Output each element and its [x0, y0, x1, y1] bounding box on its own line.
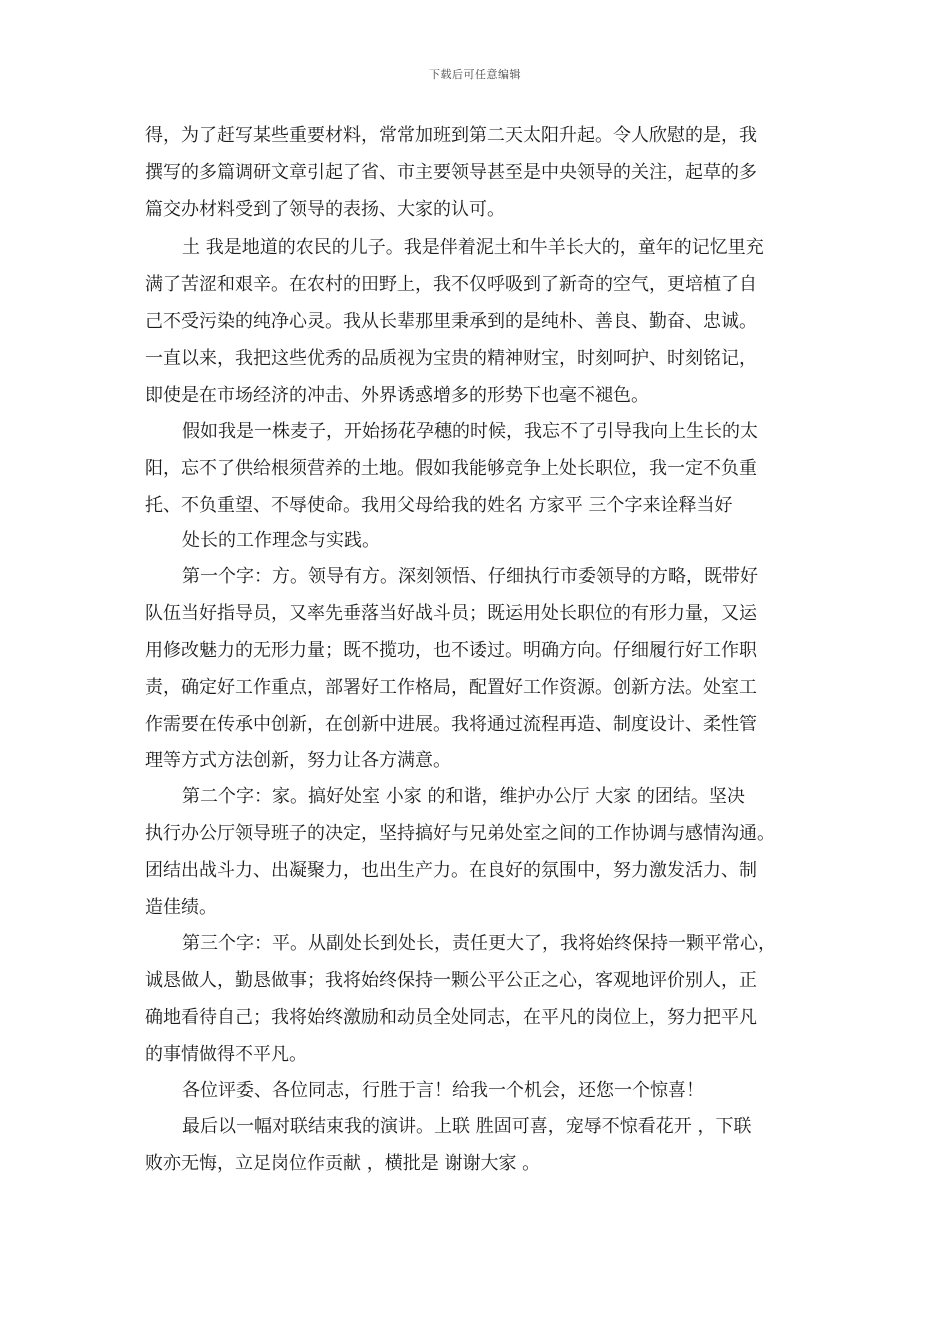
text-line: 执行办公厅领导班子的决定，坚持搞好与兄弟处室之间的工作协调与感情沟通。 — [145, 823, 775, 844]
text-line: 最后以一幅对联结束我的演讲。上联 胜固可喜，宠辱不惊看花开 ，下联 — [182, 1116, 752, 1137]
text-line: 责，确定好工作重点，部署好工作格局，配置好工作资源。创新方法。处室工 — [145, 677, 757, 698]
text-line: 用修改魅力的无形力量；既不揽功，也不诿过。明确方向。仔细履行好工作职 — [145, 640, 757, 661]
text-line: 即使是在市场经济的冲击、外界诱惑增多的形势下也毫不褪色。 — [145, 385, 649, 406]
text-line: 满了苦涩和艰辛。在农村的田野上，我不仅呼吸到了新奇的空气，更培植了自 — [145, 274, 757, 295]
text-line: 篇交办材料受到了领导的表扬、大家的认可。 — [145, 199, 505, 220]
text-line: 理等方式方法创新，努力让各方满意。 — [145, 750, 451, 771]
page-header: 下载后可任意编辑 — [429, 68, 521, 81]
text-line: 第一个字：方。领导有方。深刻领悟、仔细执行市委领导的方略，既带好 — [182, 566, 758, 587]
text-line: 托、不负重望、不辱使命。我用父母给我的姓名 方家平 三个字来诠释当好 — [145, 495, 733, 516]
text-line: 诚恳做人，勤恳做事；我将始终保持一颗公平公正之心，客观地评价别人，正 — [145, 970, 757, 991]
text-line: 阳，忘不了供给根须营养的土地。假如我能够竞争上处长职位，我一定不负重 — [145, 458, 757, 479]
text-line: 作需要在传承中创新，在创新中进展。我将通过流程再造、制度设计、柔性管 — [145, 714, 757, 735]
text-line: 处长的工作理念与实践。 — [182, 530, 380, 551]
text-line: 造佳绩。 — [145, 897, 217, 918]
text-line: 确地看待自己；我将始终激励和动员全处同志，在平凡的岗位上，努力把平凡 — [145, 1007, 757, 1028]
text-line: 的事情做得不平凡。 — [145, 1044, 307, 1065]
text-line: 队伍当好指导员，又率先垂落当好战斗员；既运用处长职位的有形力量，又运 — [145, 603, 757, 624]
text-line: 假如我是一株麦子，开始扬花孕穗的时候，我忘不了引导我向上生长的太 — [182, 421, 758, 442]
text-line: 土 我是地道的农民的儿子。我是伴着泥土和牛羊长大的，童年的记忆里充 — [182, 237, 764, 258]
text-line: 各位评委、各位同志，行胜于言！给我一个机会，还您一个惊喜！ — [182, 1080, 704, 1101]
text-line: 得，为了赶写某些重要材料，常常加班到第二天太阳升起。令人欣慰的是，我 — [145, 125, 757, 146]
text-line: 团结出战斗力、出凝聚力，也出生产力。在良好的氛围中，努力激发活力、制 — [145, 860, 757, 881]
text-line: 第三个字：平。从副处长到处长，责任更大了，我将始终保持一颗平常心， — [182, 933, 776, 954]
text-line: 己不受污染的纯净心灵。我从长辈那里秉承到的是纯朴、善良、勤奋、忠诚。 — [145, 311, 757, 332]
text-line: 撰写的多篇调研文章引起了省、市主要领导甚至是中央领导的关注，起草的多 — [145, 162, 757, 183]
text-line: 一直以来，我把这些优秀的品质视为宝贵的精神财宝，时刻呵护、时刻铭记， — [145, 348, 757, 369]
text-line: 败亦无悔，立足岗位作贡献 ，横批是 谢谢大家 。 — [145, 1153, 541, 1174]
text-line: 第二个字：家。搞好处室 小家 的和谐，维护办公厅 大家 的团结。坚决 — [182, 786, 745, 807]
